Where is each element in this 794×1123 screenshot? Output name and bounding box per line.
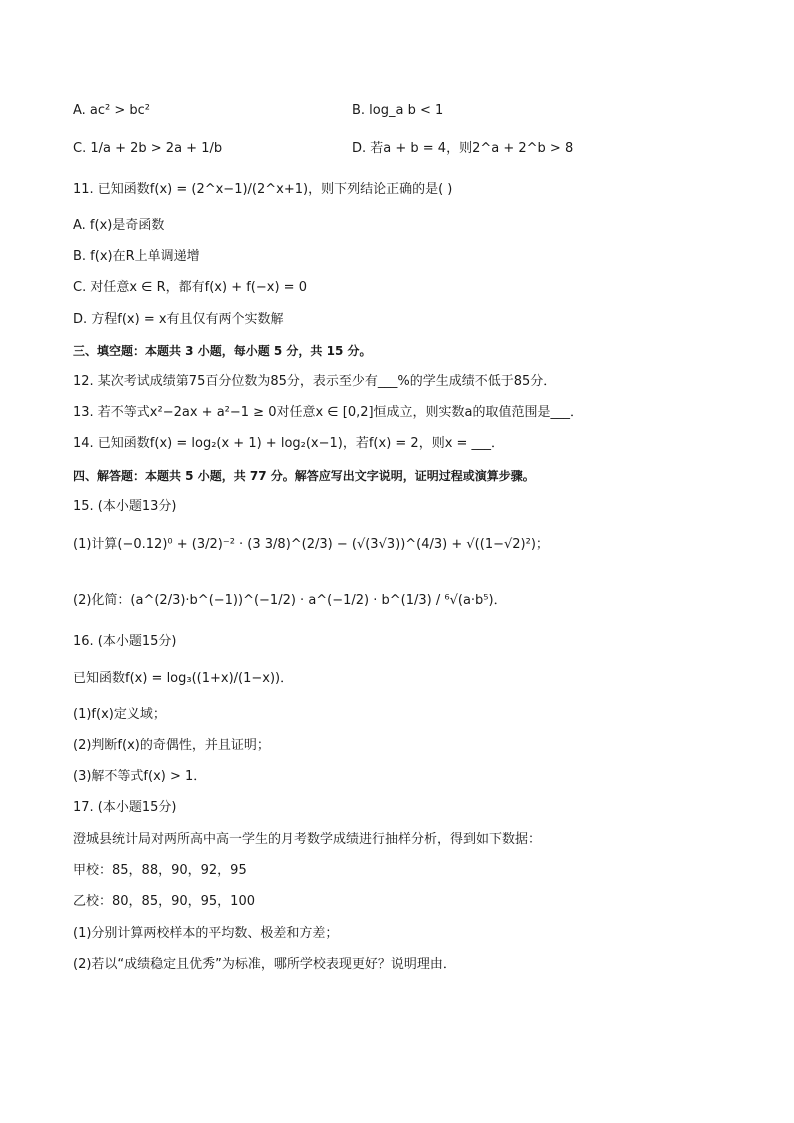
q10-option-a: A. ac² > bc²: [73, 103, 151, 118]
q16-title: 16. (本小题15分): [73, 634, 177, 649]
q11-option-b: B. f(x)在R上单调递增: [73, 249, 200, 264]
q13-text: 13. 若不等式x²−2ax + a²−1 ≥ 0对任意x ∈ [0,2]恒成立，则实数a的取值范围是___．: [73, 405, 584, 420]
q15-title: 15. (本小题13分): [73, 499, 177, 514]
q17-school-b-scores: 乙校：80，85，90，95，100: [73, 894, 255, 909]
q17-part-1: (1)分别计算两校样本的平均数、极差和方差；: [73, 926, 339, 941]
q11-option-a: A. f(x)是奇函数: [73, 218, 165, 233]
q10-option-c: C. 1/a + 2b > 2a + 1/b: [73, 141, 223, 156]
section-3-heading: 三、填空题：本题共 3 小题，每小题 5 分，共 15 分。: [73, 344, 372, 358]
q11-option-d: D. 方程f(x) = x有且仅有两个实数解: [73, 312, 284, 327]
q11-stem: 11. 已知函数f(x) = (2^x−1)/(2^x+1)，则下列结论正确的是( ): [73, 182, 453, 197]
q11-option-c: C. 对任意x ∈ R，都有f(x) + f(−x) = 0: [73, 280, 307, 295]
q17-school-a-scores: 甲校：85，88，90，92，95: [73, 863, 247, 878]
q15-part-2: (2)化简：(a^(2/3)·b^(−1))^(−1/2) · a^(−1/2) · b^(1/3) / ⁶√(a·b⁵)．: [73, 593, 507, 608]
section-4-heading: 四、解答题：本题共 5 小题，共 77 分。解答应写出文字说明，证明过程或演算步骤。: [73, 469, 535, 483]
q16-stem: 已知函数f(x) = log₃((1+x)/(1−x))．: [73, 671, 294, 686]
q14-text: 14. 已知函数f(x) = log₂(x + 1) + log₂(x−1)，若f(x) = 2，则x = ___．: [73, 436, 505, 451]
q12-text: 12. 某次考试成绩第75百分位数为85分，表示至少有___%的学生成绩不低于85分．: [73, 374, 557, 389]
q17-stem: 澄城县统计局对两所高中高一学生的月考数学成绩进行抽样分析，得到如下数据：: [73, 832, 542, 847]
q10-option-b: B. log_a b < 1: [352, 103, 444, 118]
q16-part-3: (3)解不等式f(x) > 1．: [73, 769, 207, 784]
q16-part-2: (2)判断f(x)的奇偶性，并且证明；: [73, 738, 270, 753]
q10-option-d: D. 若a + b = 4，则2^a + 2^b > 8: [352, 141, 574, 156]
q16-part-1: (1)f(x)定义域；: [73, 707, 166, 722]
q17-title: 17. (本小题15分): [73, 800, 177, 815]
q15-part-1: (1)计算(−0.12)⁰ + (3/2)⁻² · (3 3/8)^(2/3) − (√(3√3))^(4/3) + √((1−√2)²)；: [73, 537, 549, 552]
q17-part-2: (2)若以“成绩稳定且优秀”为标准，哪所学校表现更好？说明理由．: [73, 957, 456, 972]
